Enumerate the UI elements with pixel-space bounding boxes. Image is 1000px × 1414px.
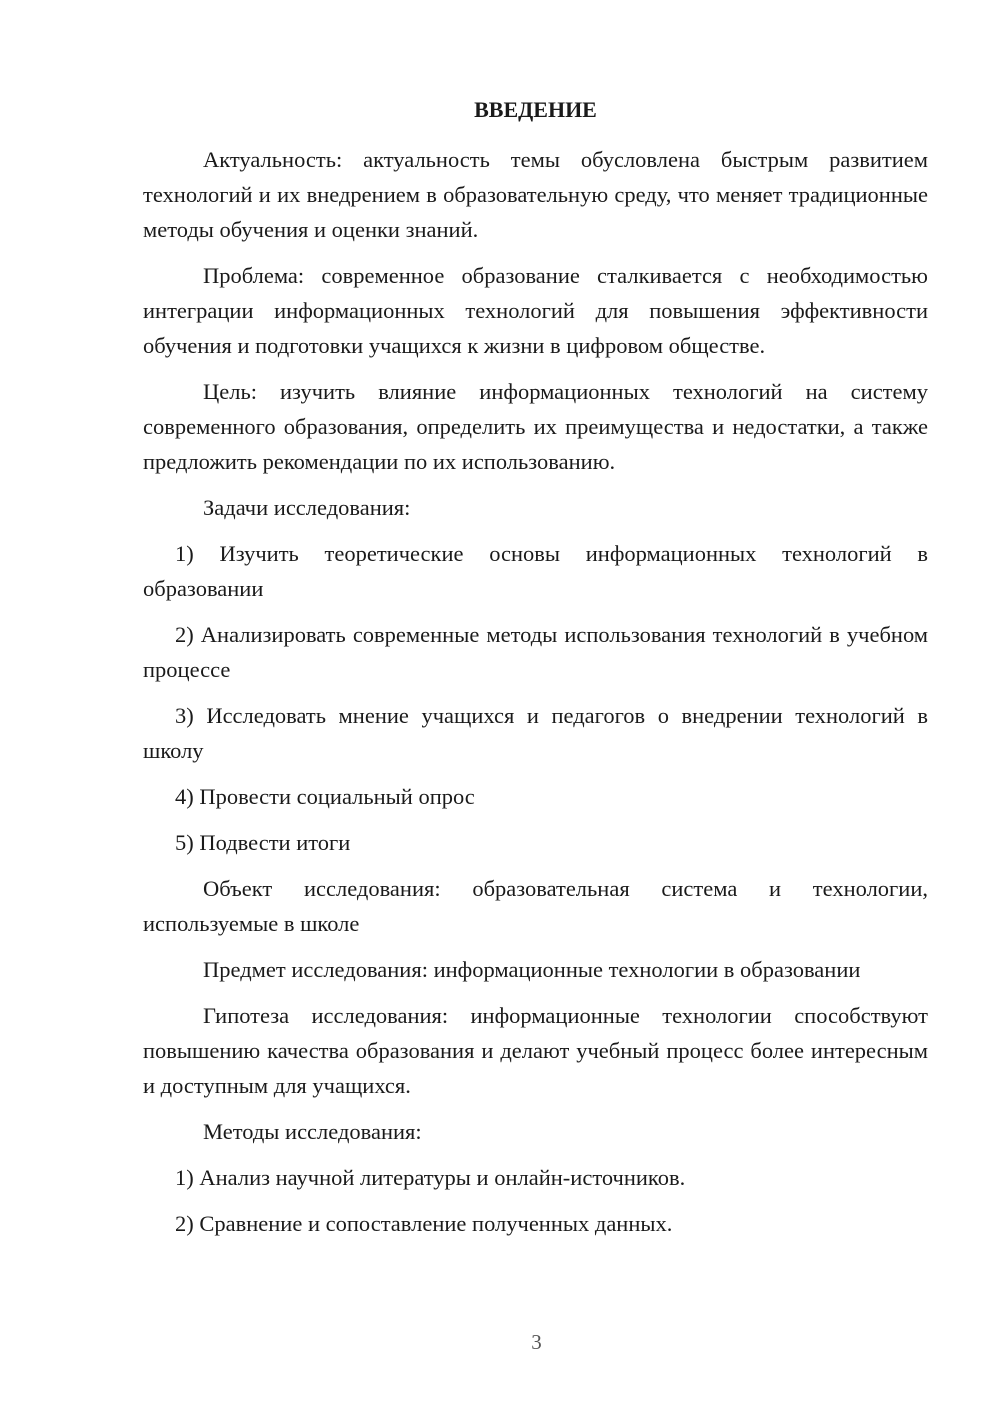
task-item: 5) Подвести итоги: [175, 830, 351, 855]
task-item: 4) Провести социальный опрос: [175, 784, 475, 809]
method-item: 2) Сравнение и сопоставление полученных данных.: [175, 1211, 673, 1236]
section-title: ВВЕДЕНИЕ: [474, 97, 597, 122]
goal-paragraph: Цель: изучить влияние информационных технологий на систему современного образования, определить их преимущества и недостатки, а также предложить рекомендации по их использованию.: [143, 379, 928, 474]
task-item: 3) Исследовать мнение учащихся и педагогов о внедрении технологий в школу: [143, 703, 928, 763]
task-item: 2) Анализировать современные методы использования технологий в учебном процессе: [143, 622, 928, 682]
methods-heading: Методы исследования:: [203, 1119, 422, 1144]
problem-paragraph: Проблема: современное образование сталкивается с необходимостью интеграции информационных технологий для повышения эффективности обучения и подготовки учащихся к жизни в цифровом обществе.: [143, 263, 928, 358]
hypothesis-paragraph: Гипотеза исследования: информационные технологии способствуют повышению качества образования и делают учебный процесс более интересным и доступным для учащихся.: [143, 1003, 928, 1098]
relevance-paragraph: Актуальность: актуальность темы обусловлена быстрым развитием технологий и их внедрением в образовательную среду, что меняет традиционные методы обучения и оценки знаний.: [143, 147, 928, 242]
document-page: [143, 94, 928, 1252]
page-number: 3: [531, 1330, 542, 1354]
method-item: 1) Анализ научной литературы и онлайн-источников.: [175, 1165, 686, 1190]
tasks-heading: Задачи исследования:: [203, 495, 411, 520]
subject-paragraph: Предмет исследования: информационные технологии в образовании: [203, 957, 861, 982]
object-paragraph: Объект исследования: образовательная система и технологии, используемые в школе: [143, 876, 928, 936]
task-item: 1) Изучить теоретические основы информационных технологий в образовании: [143, 541, 928, 601]
